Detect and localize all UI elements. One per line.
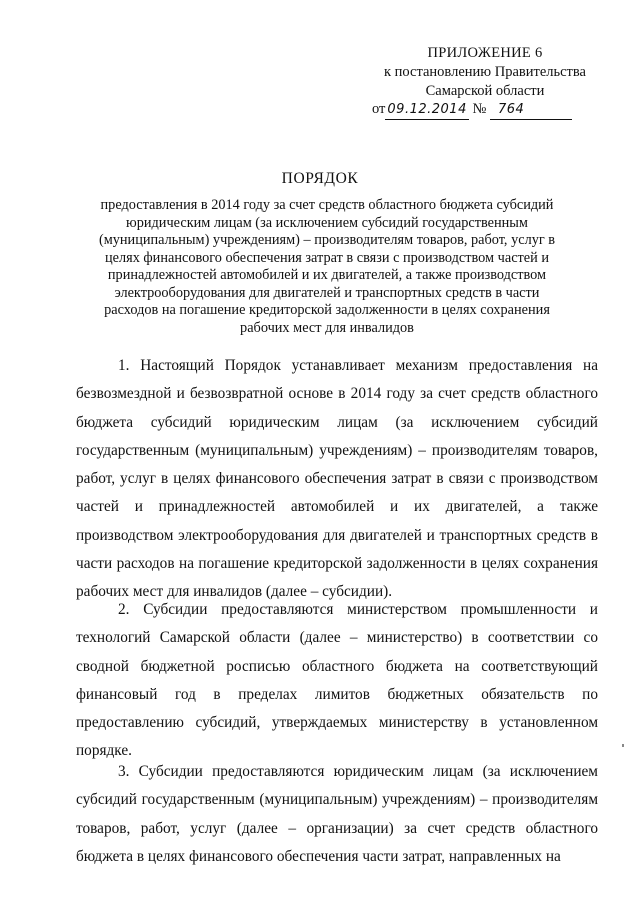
date-prefix: от (372, 101, 386, 117)
paragraph-3: 3. Субсидии предоставляются юридическим лицам (за исключением субсидий государственным (муниципальным) учреждениям) – производителям товаров, работ, услуг (далее – организации) за счет средств областного бюджета в целях финансового обеспечения части затрат, направленных на (76, 763, 598, 865)
document-title: ПОРЯДОК (281, 170, 359, 187)
number-prefix: № (472, 101, 487, 117)
margin-mark (622, 744, 624, 747)
appendix-header (360, 44, 610, 101)
document-subtitle: предоставления в 2014 году за счет средств областного бюджета субсидий юридическим лицам (за исключением субсидий государственным (муниципальным) учреждениям) – производителям товаров, работ, услуг в целях финансового обеспечения затрат в связи с производством частей и принадлежностей автомобилей и их двигателей, а также производством электрооборудования для двигателей и транспортных средств в части расходов на погашение кредиторской задолженности в целях сохранения рабочих мест для инвалидов (98, 197, 556, 336)
number-value: 764 (497, 102, 525, 117)
paragraph-1: 1. Настоящий Порядок устанавливает механизм предоставления на безвозмездной и безвозвратной основе в 2014 году за счет средств областного бюджета субсидий юридическим лицам (за исключением субсидий государственным (муниципальным) учреждениям) – производителям товаров, работ, услуг в целях финансового обеспечения затрат в связи с производством частей и принадлежностей автомобилей и их двигателей, а также производством электрооборудования для двигателей и транспортных средств в части расходов на погашение кредиторской задолженности в целях сохранения рабочих мест для инвалидов (далее – субсидии). (76, 357, 598, 601)
appendix-line-resolution: к постановлению Правительства (384, 64, 586, 80)
date-value: 09.12.2014 (385, 100, 468, 120)
appendix-line-region: Самарской области (425, 83, 545, 99)
number-field (490, 100, 572, 120)
date-number-line (372, 100, 612, 120)
paragraph-2: 2. Субсидии предоставляются министерством промышленности и технологий Самарской области (далее – министерство) в соответствии со сводной бюджетной росписью областного бюджета на соответствующий финансовый год в пределах лимитов бюджетных обязательств по предоставлению субсидий, утверждаемых министерству в установленном порядке. (76, 601, 598, 760)
appendix-title: ПРИЛОЖЕНИЕ 6 (427, 45, 543, 61)
